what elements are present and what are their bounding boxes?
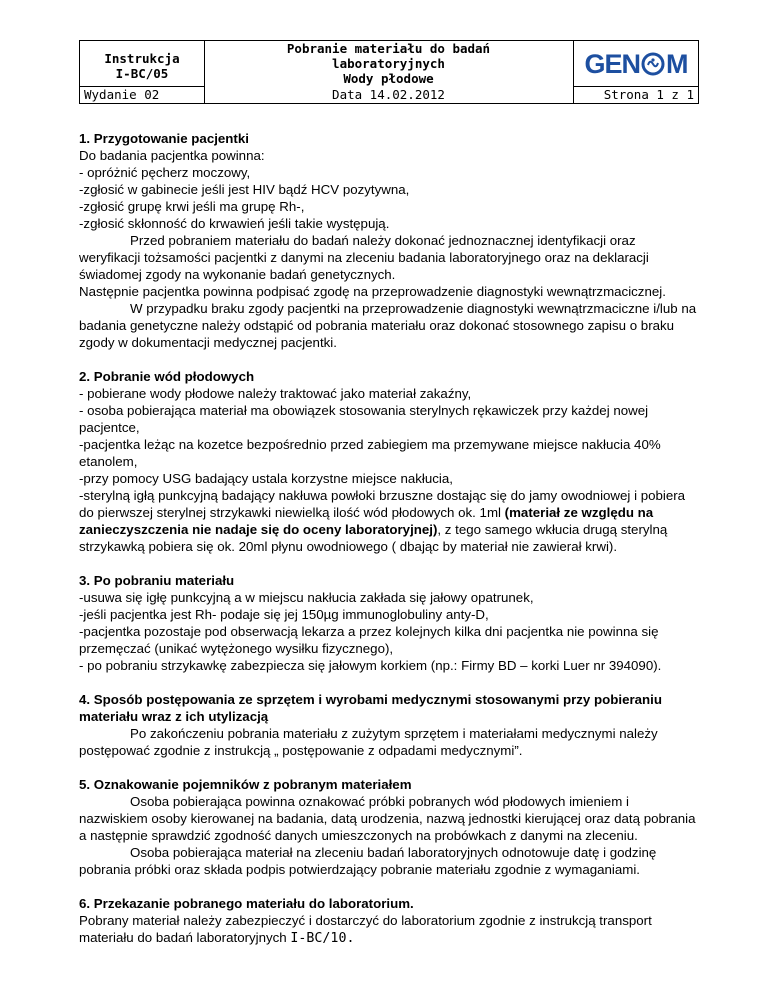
paragraph: Osoba pobierająca powinna oznakować próbki pobranych wód płodowych imieniem i nazwiskiem osoby kierowanej na badania, datą urodzenia, nazwą jednostki kierującej oraz datą pobrania a następnie sprawdzić zgodność danych umieszczonych na probówkach z danymi na zleceniu.	[79, 794, 696, 843]
page-number: Strona 1 z 1	[603, 87, 694, 102]
edition: Wydanie 02	[84, 87, 160, 102]
bold-note: (materiał ze względu na zanieczyszczenia nie nadaje się do oceny laboratoryjnej)	[79, 505, 654, 537]
section-heading: 4. Sposób postępowania ze sprzętem i wyrobami medycznymi stosowanymi przy pobieraniu materiału wraz z ich utylizacją	[79, 692, 662, 724]
logo-text: M	[666, 48, 688, 79]
doc-type-label: Instrukcja	[104, 51, 180, 66]
paragraph: Osoba pobierająca materiał na zleceniu badań laboratoryjnych odnotowuje datę i godzinę pobrania próbki oraz składa podpis potwierdzający pobranie materiału zgodnie z wymaganiami.	[79, 845, 657, 877]
doc-type	[80, 51, 204, 81]
text-line: Do badania pacjentka powinna:	[79, 148, 265, 163]
list-item: -jeśli pacjentka jest Rh- podaje się jej 150µg immunoglobuliny anty-D,	[79, 607, 489, 622]
doc-title	[204, 41, 573, 86]
paragraph: Następnie pacjentka powinna podpisać zgodę na przeprowadzenie diagnostyki wewnątrzmacicznej.	[79, 284, 666, 299]
list-item: -usuwa się igłę punkcyjną a w miejscu nakłucia zakłada się jałowy opatrunek,	[79, 590, 534, 605]
list-item: -przy pomocy USG badający ustala korzystne miejsce nakłucia,	[79, 471, 453, 486]
logo-o-icon	[641, 52, 665, 76]
text-span: -sterylną igłą punkcyjną badający nakłuwa powłoki brzuszne dostając się do jamy owodniowej i pobiera do pierwszej sterylnej strzykawki niewielką ilość wód płodowych ok. 1ml	[79, 488, 686, 520]
section-heading: 6. Przekazanie pobranego materiału do laboratorium.	[79, 896, 414, 911]
text-span: Pobrany materiał należy zabezpieczyć i dostarczyć do laboratorium zgodnie z instrukcją transport materiału do badań laboratoryjnych	[79, 913, 652, 945]
paragraph: W przypadku braku zgody pacjentki na przeprowadzenie diagnostyki wewnątrzmaciczne i/lub na badania genetyczne należy odstąpić od pobrania materiału oraz dokonać stosownego zapisu o braku zgody w dokumentacji medycznej pacjentki.	[79, 301, 697, 350]
section-heading: 5. Oznakowanie pojemników z pobranym materiałem	[79, 777, 412, 792]
document-body	[79, 130, 699, 947]
genom-logo	[574, 42, 698, 86]
section-heading: 1. Przygotowanie pacjentki	[79, 131, 249, 146]
paragraph: Przed pobraniem materiału do badań należy dokonać jednoznacznej identyfikacji oraz weryfikacji tożsamości pacjentki z danymi na zleceniu badania laboratoryjnego oraz na deklaracji świadomej zgody na wykonanie badań genetycznych.	[79, 233, 649, 282]
doc-title-line: Wody płodowe	[343, 71, 434, 86]
paragraph: Po zakończeniu pobrania materiału z zużytym sprzętem i materiałami medycznymi należy postępować zgodnie z instrukcją „ postępowanie z odpadami medycznymi”.	[79, 726, 658, 758]
list-item: - pobierane wody płodowe należy traktować jako materiał zakaźny,	[79, 386, 472, 401]
section-heading: 3. Po pobraniu materiału	[79, 573, 235, 588]
doc-title-line: Pobranie materiału do badań	[286, 41, 491, 56]
list-item: - po pobraniu strzykawkę zabezpiecza się jałowym korkiem (np.: Firmy BD – korki Luer nr 394090).	[79, 658, 662, 673]
list-item: -pacjentka pozostaje pod obserwacją lekarza a przez kolejnych kilka dni pacjentka nie powinna się przemęczać (unikać wytężonego wysiłku fizycznego),	[79, 624, 659, 656]
document-header	[79, 40, 699, 104]
list-item: - osoba pobierająca materiał ma obowiązek stosowania sterylnych rękawiczek przy każdej nowej pacjentce,	[79, 403, 649, 435]
list-item: -pacjentka leżąc na kozetce bezpośrednio przed zabiegiem ma przemywane miejsce nakłucia 40% etanolem,	[79, 437, 661, 469]
list-item	[79, 487, 699, 555]
paragraph	[79, 912, 699, 947]
doc-date: Data 14.02.2012	[332, 87, 445, 102]
text-span: , z tego samego wkłucia drugą sterylną strzykawką pobiera się ok. 20ml płynu owodniowego ( dbając by materiał nie zawierał krwi).	[79, 522, 668, 554]
doc-id: I-BC/05	[115, 66, 169, 81]
doc-reference: I-BC/10.	[290, 931, 355, 946]
list-item: -zgłosić grupę krwi jeśli ma grupę Rh-,	[79, 199, 305, 214]
list-item: - opróżnić pęcherz moczowy,	[79, 165, 251, 180]
section-heading: 2. Pobranie wód płodowych	[79, 369, 255, 384]
doc-title-line: laboratoryjnych	[332, 56, 445, 71]
list-item: -zgłosić skłonność do krwawień jeśli takie występują.	[79, 216, 390, 231]
list-item: -zgłosić w gabinecie jeśli jest HIV bądź HCV pozytywna,	[79, 182, 410, 197]
logo-text: GEN	[584, 48, 640, 79]
